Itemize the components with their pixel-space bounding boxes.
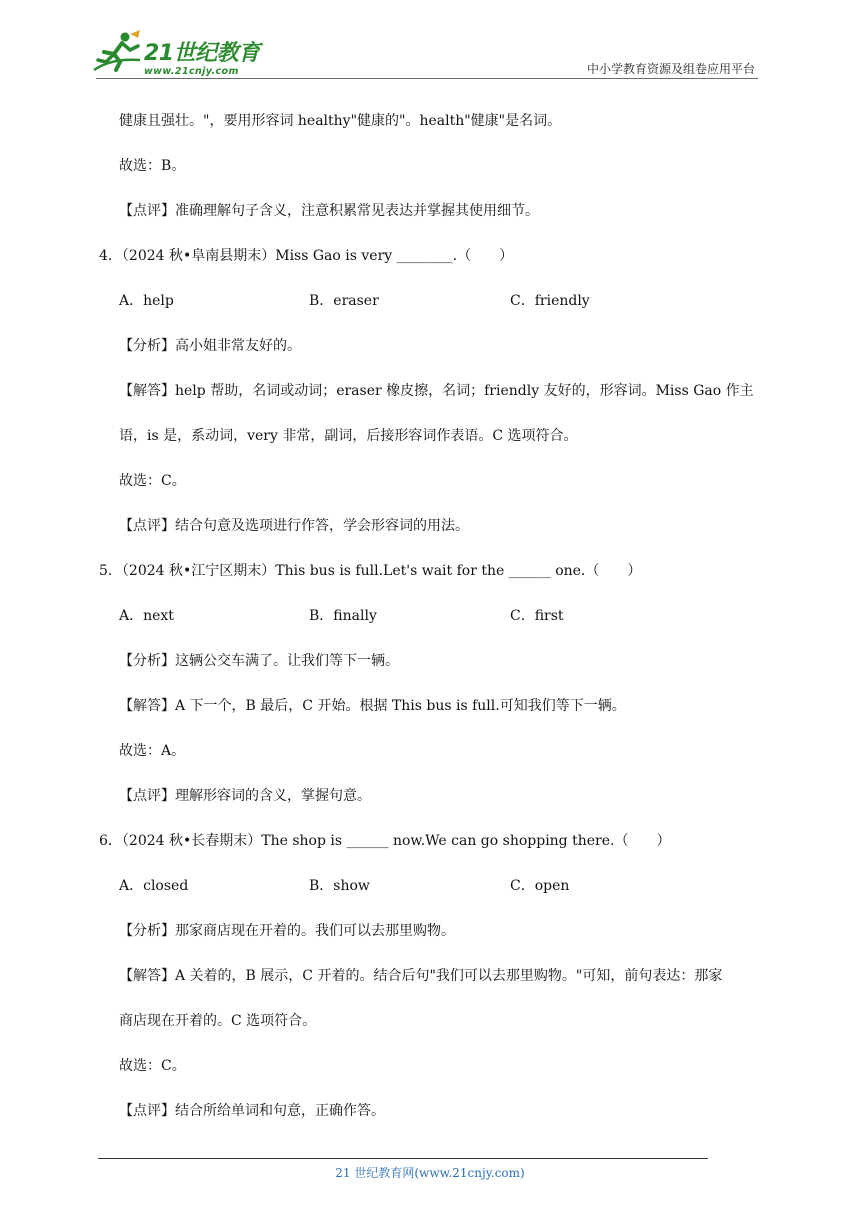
option-a: A．next <box>119 608 174 624</box>
answer-line-cont: 商店现在开着的。C 选项符合。 <box>119 1013 317 1029</box>
answer-line: 【解答】help 帮助，名词或动词；eraser 橡皮擦，名词；friendly 友好的，形容词。Miss Gao 作主 <box>119 383 754 399</box>
option-b: B．finally <box>309 608 377 624</box>
answer-line: 【解答】A 关着的，B 展示，C 开着的。结合后句"我们可以去那里购物。"可知，前句表达：那家 <box>119 968 723 984</box>
option-b: B．show <box>309 878 370 894</box>
option-a: A．closed <box>119 878 189 894</box>
choice-line: 故选：B。 <box>119 158 186 174</box>
choice-line: 故选：A。 <box>119 743 186 759</box>
option-b: B．eraser <box>309 293 379 309</box>
header-divider <box>96 78 758 79</box>
analysis-line: 【分析】这辆公交车满了。让我们等下一辆。 <box>119 653 399 669</box>
comment-line: 【点评】理解形容词的含义，掌握句意。 <box>119 788 371 804</box>
option-c: C．first <box>510 608 564 624</box>
site-logo[interactable] <box>92 30 262 80</box>
answer-line: 健康且强壮。"，要用形容词 healthy"健康的"。health"健康"是名词。 <box>119 113 562 129</box>
choice-line: 故选：C。 <box>119 473 186 489</box>
analysis-line: 【分析】高小姐非常友好的。 <box>119 338 301 354</box>
option-c: C．open <box>510 878 570 894</box>
logo-brand-text: 21世纪教育 <box>144 41 260 66</box>
answer-line-cont: 语，is 是，系动词，very 非常，副词，后接形容词作表语。C 选项符合。 <box>119 428 578 444</box>
runner-icon <box>92 30 144 76</box>
footer-site-link[interactable]: 21 世纪教育网(www.21cnjy.com) <box>335 1166 525 1180</box>
comment-line: 【点评】结合所给单词和句意，正确作答。 <box>119 1103 385 1119</box>
question-6: 6．（2024 秋•长春期末）The shop is ______ now.We can go shopping there.（ ） <box>99 833 671 849</box>
analysis-line: 【分析】那家商店现在开着的。我们可以去那里购物。 <box>119 923 455 939</box>
logo-url-text: www.21cnjy.com <box>144 66 239 77</box>
platform-tagline: 中小学教育资源及组卷应用平台 <box>586 62 755 76</box>
answer-line: 【解答】A 下一个，B 最后，C 开始。根据 This bus is full.可知我们等下一辆。 <box>119 698 626 714</box>
comment-line: 【点评】结合句意及选项进行作答，学会形容词的用法。 <box>119 518 469 534</box>
choice-line: 故选：C。 <box>119 1058 186 1074</box>
question-5: 5．（2024 秋•江宁区期末）This bus is full.Let's wait for the ______ one.（ ） <box>99 563 642 579</box>
comment-line: 【点评】准确理解句子含义，注意积累常见表达并掌握其使用细节。 <box>119 203 539 219</box>
page-header <box>0 0 860 82</box>
footer-divider <box>98 1158 708 1159</box>
option-a: A．help <box>119 293 174 309</box>
question-4: 4．（2024 秋•阜南县期末）Miss Gao is very ________.（ ） <box>99 248 514 264</box>
option-c: C．friendly <box>510 293 590 309</box>
